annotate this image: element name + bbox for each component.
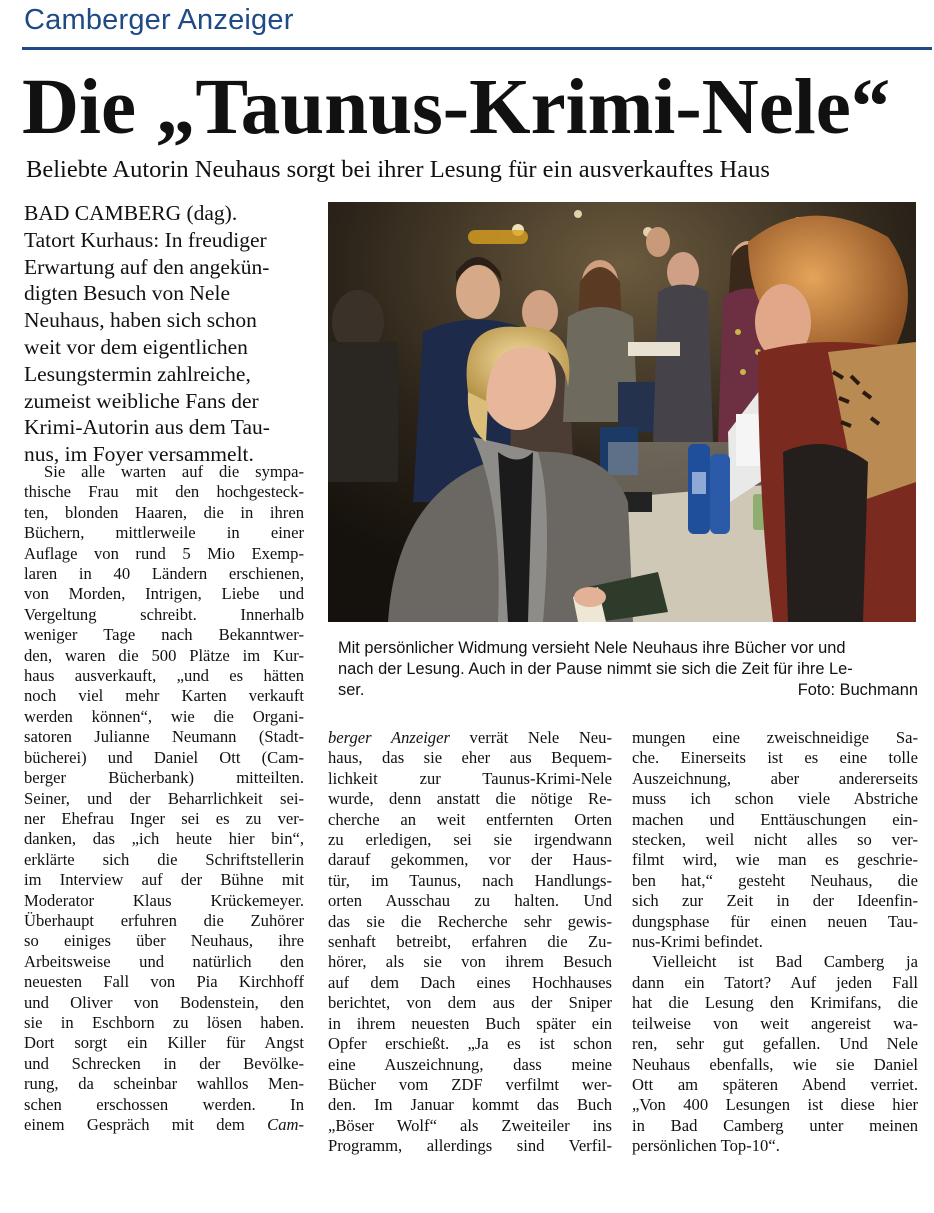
article-line: Programm, allerdings sind Verfil- — [328, 1136, 612, 1156]
article-line: Seiner, und der Beharrlichkeit sei- — [24, 788, 304, 808]
article-line: noch viel mehr Karten verkauft — [24, 686, 304, 706]
article-line: haus ausverkauft, „und es hätten — [24, 666, 304, 686]
lead-line: Neuhaus, haben sich schon — [24, 308, 257, 333]
article-line: Vielleicht ist Bad Camberg ja — [652, 952, 918, 972]
article-line: machen und Enttäuschungen ein- — [632, 809, 918, 829]
photo-caption — [338, 638, 918, 701]
article-line: senhaft betreibt, erfahren die Zu- — [328, 932, 612, 952]
article-column-3 — [632, 728, 918, 1157]
article-line: berger Bücherbank) mitteilten. — [24, 768, 304, 788]
article-line: Arbeitsweise und natürlich den — [24, 951, 304, 971]
lead-line: Krimi-Autorin aus dem Tau- — [24, 415, 270, 440]
article-text: verrät Nele Neu- — [449, 728, 612, 747]
article-text: einem Gespräch mit dem — [24, 1115, 245, 1134]
article-line: filmt wird, wie man es geschrie- — [632, 850, 918, 870]
italic-text: berger Anzeiger — [328, 728, 450, 747]
article-line: „Von 400 Lesungen ist diese hier — [632, 1095, 918, 1115]
lead-line: nus, im Foyer versammelt. — [24, 442, 254, 467]
article-line: laren in 40 Ländern erschienen, — [24, 564, 304, 584]
article-line: Auszeichnung, aber andererseits — [632, 768, 918, 788]
article-line: mungen eine zweischneidige Sa- — [632, 728, 918, 747]
article-line: ten, blonden Haaren, die in ihren — [24, 502, 304, 522]
article-line: werden können“, wie die Organi- — [24, 706, 304, 726]
article-line: ren, sehr gut gefallen. Und Nele — [632, 1034, 918, 1054]
article-line: in Bad Camberg unter meinen — [632, 1115, 918, 1135]
article-line: und Schrecken in der Bevölke- — [24, 1053, 304, 1073]
article-column-2 — [328, 728, 612, 1157]
article-line — [328, 728, 612, 748]
article-line: zu erledigen, sei sie irgendwann — [328, 830, 612, 850]
article-line: bücherei) und Daniel Ott (Cam- — [24, 747, 304, 767]
lead-line: weit vor dem eigentlichen — [24, 334, 248, 359]
article-photo — [328, 202, 916, 622]
article-line: darauf gekommen, vor der Haus- — [328, 850, 612, 870]
article-line: cherche an weit entfernten Orten — [328, 809, 612, 829]
masthead: Camberger Anzeiger — [24, 4, 294, 36]
article-line: stecken, weil nicht alles so ver- — [632, 830, 918, 850]
article-line: auf dem Dach eines Hochhauses — [328, 972, 612, 992]
subheadline: Beliebte Autorin Neuhaus sorgt bei ihrer Lesung für ein ausverkauftes Haus — [26, 156, 770, 183]
lead-line: Lesungstermin zahlreiche, — [24, 361, 251, 386]
article-line: sie in Eschborn zu lösen haben. — [24, 1012, 304, 1032]
article-line: Vergeltung schreibt. Innerhalb — [24, 604, 304, 624]
article-line: das sie die Recherche sehr gewis- — [328, 911, 612, 931]
article-line: Neuhaus ebenfalls, wie sie Daniel — [632, 1054, 918, 1074]
lead-line: Tatort Kurhaus: In freudiger — [24, 227, 267, 252]
lead-line: digten Besuch von Nele — [24, 281, 230, 306]
headline: Die „Taunus-Krimi-Nele“ — [22, 64, 891, 151]
article-line: im Interview auf der Bühne mit — [24, 870, 304, 890]
article-line: ben hat,“ gesteht Neuhaus, die — [632, 870, 918, 890]
article-line: nus-Krimi befindet. — [632, 932, 763, 952]
article-line: ner Ehefrau Inger sei es zu ver- — [24, 808, 304, 828]
article-line: erklärte sich die Schriftstellerin — [24, 849, 304, 869]
article-line: Opfer erschießt. „Ja es ist schon — [328, 1034, 612, 1054]
article-line: persönlichen Top-10“. — [632, 1136, 780, 1156]
article-line: muss ich schon viele Abstriche — [632, 789, 918, 809]
article-line: orten Ausschau zu halten. Und — [328, 891, 612, 911]
article-line: thische Frau mit den hochgesteck- — [24, 482, 304, 502]
article-line: haus, das sie eher aus Bequem- — [328, 748, 612, 768]
article-line: wurde, denn anstatt die nötige Re- — [328, 789, 612, 809]
article-line: und Oliver von Bodenstein, den — [24, 992, 304, 1012]
lead-line: BAD CAMBERG (dag). — [24, 201, 238, 225]
article-line: hat die Lesung den Krimifans, die — [632, 993, 918, 1013]
caption-line: ser. — [338, 681, 365, 699]
article-line: dungsphase für einen neuen Tau- — [632, 911, 918, 931]
article-line: sich zur Zeit in der Ideenfin- — [632, 891, 918, 911]
article-line: den, waren die 500 Plätze im Kur- — [24, 645, 304, 665]
lead-paragraph — [24, 200, 316, 468]
caption-line: Mit persönlicher Widmung versieht Nele Neuhaus ihre Bücher vor und — [338, 639, 846, 657]
article-line: teilweise von weit angereist wa- — [632, 1013, 918, 1033]
article-line: Bücher vom ZDF verfilmt wer- — [328, 1074, 612, 1094]
article-line — [24, 1115, 304, 1135]
article-line: Dort sorgt ein Killer für Angst — [24, 1033, 304, 1053]
caption-line: nach der Lesung. Auch in der Pause nimmt sie sich die Zeit für ihre Le- — [338, 660, 853, 678]
article-line: Auflage von rund 5 Mio Exemp- — [24, 543, 304, 563]
lead-line: zumeist weibliche Fans der — [24, 388, 259, 413]
article-line: von Morden, Intrigen, Liebe und — [24, 584, 304, 604]
article-line: Büchern, mittlerweile in einer — [24, 523, 304, 543]
photo-credit: Foto: Buchmann — [797, 681, 918, 699]
article-line: den. Im Januar kommt das Buch — [328, 1095, 612, 1115]
article-line: rung, da scheinbar wahllos Men- — [24, 1074, 304, 1094]
article-line: danken, das „ich heute hier bin“, — [24, 829, 304, 849]
article-line: hörer, als sie von ihrem Besuch — [328, 952, 612, 972]
article-line: Ott am späteren Abend verriet. — [632, 1074, 918, 1094]
italic-text: Cam- — [267, 1115, 304, 1134]
article-line: „Böser Wolf“ als Zweiteiler ins — [328, 1115, 612, 1135]
article-column-1 — [24, 462, 304, 1135]
article-line: che. Einerseits ist es eine tolle — [632, 748, 918, 768]
article-line: tür, im Taunus, nach Handlungs- — [328, 870, 612, 890]
article-line: Moderator Klaus Krückemeyer. — [24, 890, 304, 910]
masthead-rule — [22, 47, 932, 50]
article-line: lichkeit zur Taunus-Krimi-Nele — [328, 768, 612, 788]
article-line: berichtet, von dem aus der Sniper — [328, 993, 612, 1013]
article-line: neuesten Fall von Pia Kirchhoff — [24, 972, 304, 992]
article-line: dann ein Tatort? Auf jeden Fall — [632, 972, 918, 992]
article-line: so einiges über Neuhaus, ihre — [24, 931, 304, 951]
article-line: in ihrem neuesten Buch später ein — [328, 1013, 612, 1033]
article-line: weniger Tage nach Bekanntwer- — [24, 625, 304, 645]
article-line: schen erschossen werden. In — [24, 1094, 304, 1114]
article-line: Überhaupt erfuhren die Zuhörer — [24, 910, 304, 930]
lead-line: Erwartung auf den angekün- — [24, 254, 270, 279]
article-line: Sie alle warten auf die sympa- — [44, 462, 304, 481]
article-line: satoren Julianne Neumann (Stadt- — [24, 727, 304, 747]
article-line: eine Auszeichnung, dass meine — [328, 1054, 612, 1074]
